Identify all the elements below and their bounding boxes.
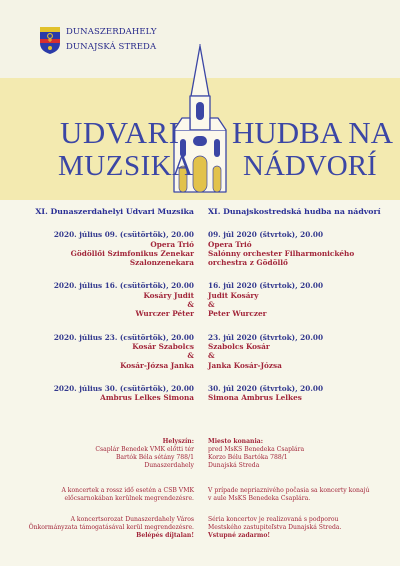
performer-line: Gödöllői Szimfonikus Zenekar xyxy=(70,248,194,258)
concert-item xyxy=(208,333,398,370)
rain-note-line: A koncertek a rossz idő esetén a CSB VMK xyxy=(61,487,194,494)
concert-item xyxy=(208,230,398,267)
performer-line: Kosár Szabolcs xyxy=(132,341,194,351)
title-right-line-2: NÁDVORÍ xyxy=(243,150,377,182)
performer-line: Kosáry Judit xyxy=(143,290,194,300)
free-entry-note: Belépés díjtalan! xyxy=(136,532,194,539)
concert-date: 2020. július 23. (csütörtök), 20.00 xyxy=(53,332,194,342)
performer-line: & xyxy=(187,351,194,361)
support-note-line: Önkormányzata támogatásával kerül megrendezésre. xyxy=(28,524,194,531)
performer-line: Simona Ambrus Lelkes xyxy=(208,393,302,403)
rain-note-line: v aule MsKS Benedeka Csaplára. xyxy=(208,495,311,502)
concert-item xyxy=(14,384,194,403)
concert-date: 2020. július 16. (csütörtök), 20.00 xyxy=(53,281,194,291)
header xyxy=(0,0,400,200)
venue-line: Bartók Béla sétány 788/1 xyxy=(115,454,194,461)
performer-line: orchestra z Gödöllő xyxy=(208,258,288,268)
concert-item xyxy=(208,384,398,403)
performer-line: Kosár-Józsa Janka xyxy=(120,360,194,370)
performer-line: Peter Wurczer xyxy=(208,309,267,319)
performer-line: & xyxy=(208,300,215,310)
support-note-line: Mestského zastupiteľstva Dunajská Streda. xyxy=(208,524,342,531)
venue-line: pred MsKS Benedeka Csaplára xyxy=(208,446,305,453)
venue-line: Korzo Bélu Bartóka 788/1 xyxy=(208,454,288,461)
rain-note-line: előcsarnokában kerülnek megrendezésre. xyxy=(64,495,194,502)
performer-line: Szalonzenekara xyxy=(129,258,194,268)
hungarian-venue-info xyxy=(10,438,194,470)
concert-item xyxy=(208,281,398,318)
slovak-rain-note xyxy=(208,487,398,503)
city-name-hungarian: DUNASZERDAHELY xyxy=(66,27,157,37)
hungarian-support-note xyxy=(10,516,194,540)
concert-date: 2020. július 30. (csütörtök), 20.00 xyxy=(53,383,194,393)
performer-line: Janka Kosár-Józsa xyxy=(208,360,282,370)
performer-line: Judit Kosáry xyxy=(208,290,259,300)
concert-item xyxy=(14,333,194,370)
hungarian-rain-note xyxy=(10,487,194,503)
performer-line: Opera Trió xyxy=(150,239,194,249)
venue-label: Helyszín: xyxy=(162,438,194,445)
concert-date: 09. júl 2020 (štvrtok), 20.00 xyxy=(208,230,324,240)
title-left-line-2: MUZSIKA xyxy=(58,150,194,182)
venue-line: Csaplár Benedek VMK előtti tér xyxy=(95,446,194,453)
performer-line: Szabolcs Kosár xyxy=(208,341,270,351)
free-entry-note: Vstupné zadarmo! xyxy=(208,532,271,539)
support-note-line: A koncertsorozat Dunaszerdahely Város xyxy=(70,516,194,523)
city-name-slovak: DUNAJSKÁ STREDA xyxy=(66,42,157,52)
performer-line: Ambrus Lelkes Simona xyxy=(100,393,194,403)
slovak-venue-info xyxy=(208,438,398,470)
support-note-line: Séria koncertov je realizovaná s podporou xyxy=(208,516,339,523)
concert-date: 16. júl 2020 (štvrtok), 20.00 xyxy=(208,281,324,291)
performer-line: & xyxy=(208,351,215,361)
slovak-heading: XI. Dunajskostredská hudba na nádvorí xyxy=(208,207,381,216)
slovak-program-column xyxy=(208,207,398,416)
concert-date: 2020. július 09. (csütörtök), 20.00 xyxy=(53,230,194,240)
concert-date: 23. júl 2020 (štvrtok), 20.00 xyxy=(208,332,324,342)
concert-item xyxy=(14,281,194,318)
title-right-line-1: HUDBA NA xyxy=(232,115,394,150)
rain-note-line: V prípade nepriaznivého počasia sa koncerty konajú xyxy=(208,487,370,494)
concert-date: 30. júl 2020 (štvrtok), 20.00 xyxy=(208,383,324,393)
concert-item xyxy=(14,230,194,267)
coat-of-arms-icon xyxy=(40,27,60,54)
hungarian-heading: XI. Dunaszerdahelyi Udvari Muzsika xyxy=(35,207,194,216)
hungarian-program-column xyxy=(14,207,194,416)
venue-line: Dunajská Streda xyxy=(208,462,260,469)
performer-line: Opera Trió xyxy=(208,239,252,249)
slovak-support-note xyxy=(208,516,398,540)
title-left-line-1: UDVARI xyxy=(60,115,180,150)
performer-line: & xyxy=(187,300,194,310)
performer-line: Salónny orchester Filharmonického xyxy=(208,248,355,258)
venue-label: Miesto konania: xyxy=(208,438,263,445)
venue-line: Dunaszerdahely xyxy=(144,462,194,469)
performer-line: Wurczer Péter xyxy=(135,309,194,319)
